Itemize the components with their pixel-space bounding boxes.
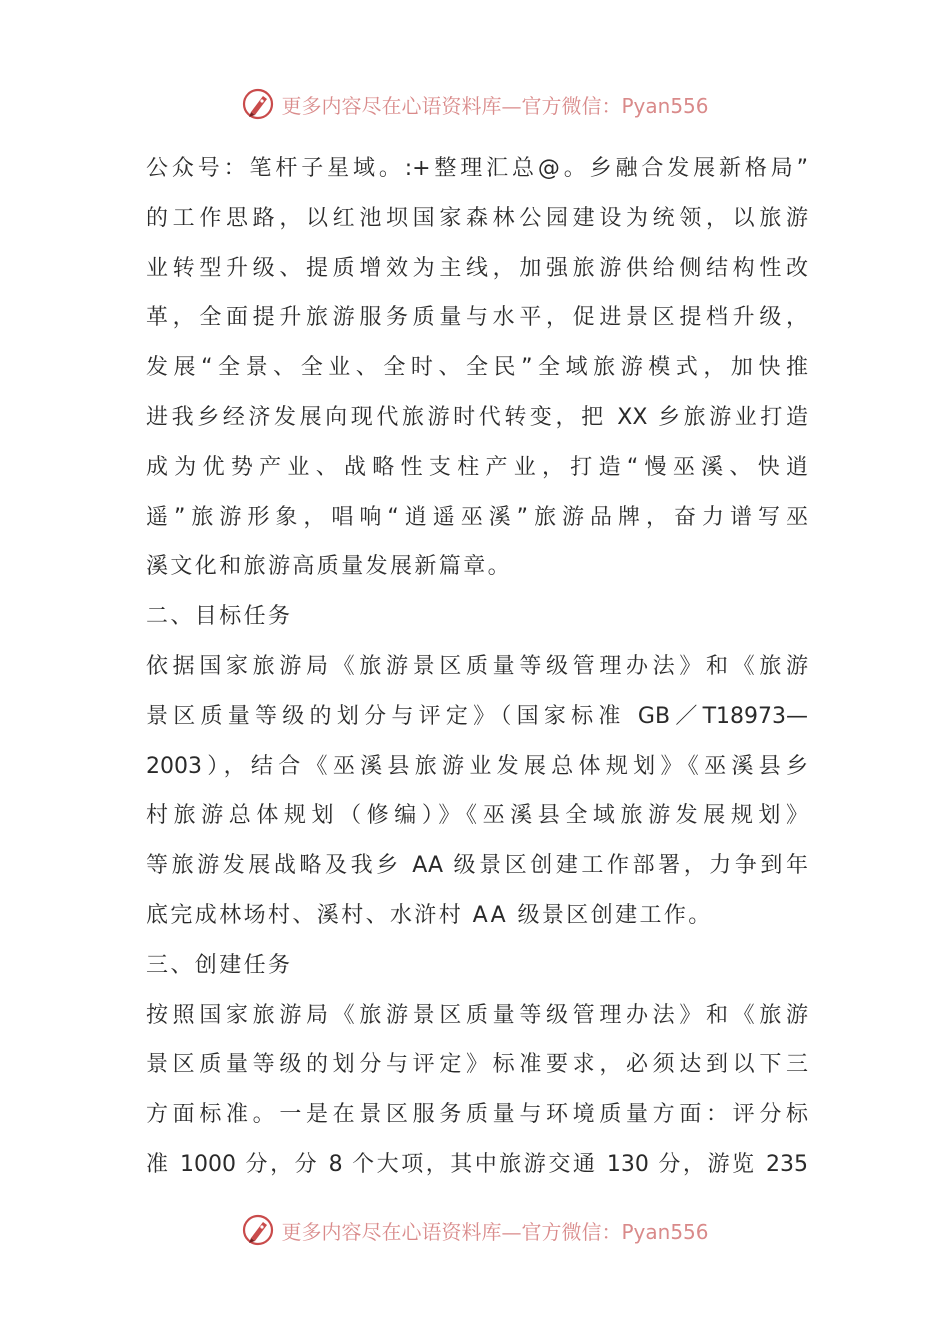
header-banner xyxy=(0,84,950,124)
body-line: 依据国家旅游局《旅游景区质量等级管理办法》和《旅游 xyxy=(146,653,808,679)
body-line: 准 1000 分，分 8 个大项，其中旅游交通 130 分，游览 235 xyxy=(146,1151,808,1177)
body-line: 底完成林场村、溪村、水浒村 AA 级景区创建工作。 xyxy=(146,902,713,928)
section-heading: 三、创建任务 xyxy=(146,952,293,978)
header-banner-handle: Pyan556 xyxy=(621,93,709,118)
footer-banner-text: 更多内容尽在心语资料库—官方微信： xyxy=(281,1219,622,1244)
body-line: 革，全面提升旅游服务质量与水平，促进景区提档升级， xyxy=(146,305,808,331)
body-line: 公众号：笔杆子星域。:+整理汇总@。乡融合发展新格局” xyxy=(146,156,808,181)
document-body xyxy=(146,144,808,1190)
header-banner-text: 更多内容尽在心语资料库—官方微信： xyxy=(281,93,622,118)
body-line: 2003），结合《巫溪县旅游业发展总体规划》《巫溪县乡 xyxy=(146,753,808,779)
pen-nib-logo-icon xyxy=(241,1213,275,1247)
section-heading: 二、目标任务 xyxy=(146,604,293,630)
body-line: 遥”旅游形象，唱响“逍遥巫溪”旅游品牌，奋力谱写巫 xyxy=(146,504,808,530)
footer-banner xyxy=(0,1210,950,1250)
body-line: 的工作思路，以红池坝国家森林公园建设为统领，以旅游 xyxy=(146,205,808,231)
body-line: 村旅游总体规划（修编）》《巫溪县全域旅游发展规划》 xyxy=(146,803,808,829)
footer-banner-handle: Pyan556 xyxy=(621,1219,709,1244)
body-line: 景区质量等级的划分与评定》（国家标准 GB／T18973— xyxy=(146,703,808,729)
body-line: 业转型升级、提质增效为主线，加强旅游供给侧结构性改 xyxy=(146,255,808,281)
body-line: 溪文化和旅游高质量发展新篇章。 xyxy=(146,554,513,580)
body-line: 成为优势产业、战略性支柱产业，打造“慢巫溪、快逍 xyxy=(146,454,808,480)
body-line: 方面标准。一是在景区服务质量与环境质量方面：评分标 xyxy=(146,1102,808,1128)
body-line: 按照国家旅游局《旅游景区质量等级管理办法》和《旅游 xyxy=(146,1002,808,1028)
body-line: 等旅游发展战略及我乡 AA 级景区创建工作部署，力争到年 xyxy=(146,853,808,879)
body-line: 发展“全景、全业、全时、全民”全域旅游模式，加快推 xyxy=(146,355,808,381)
pen-nib-logo-icon xyxy=(241,87,275,121)
body-line: 进我乡经济发展向现代旅游时代转变，把 XX 乡旅游业打造 xyxy=(146,404,808,430)
body-line: 景区质量等级的划分与评定》标准要求，必须达到以下三 xyxy=(146,1052,808,1078)
